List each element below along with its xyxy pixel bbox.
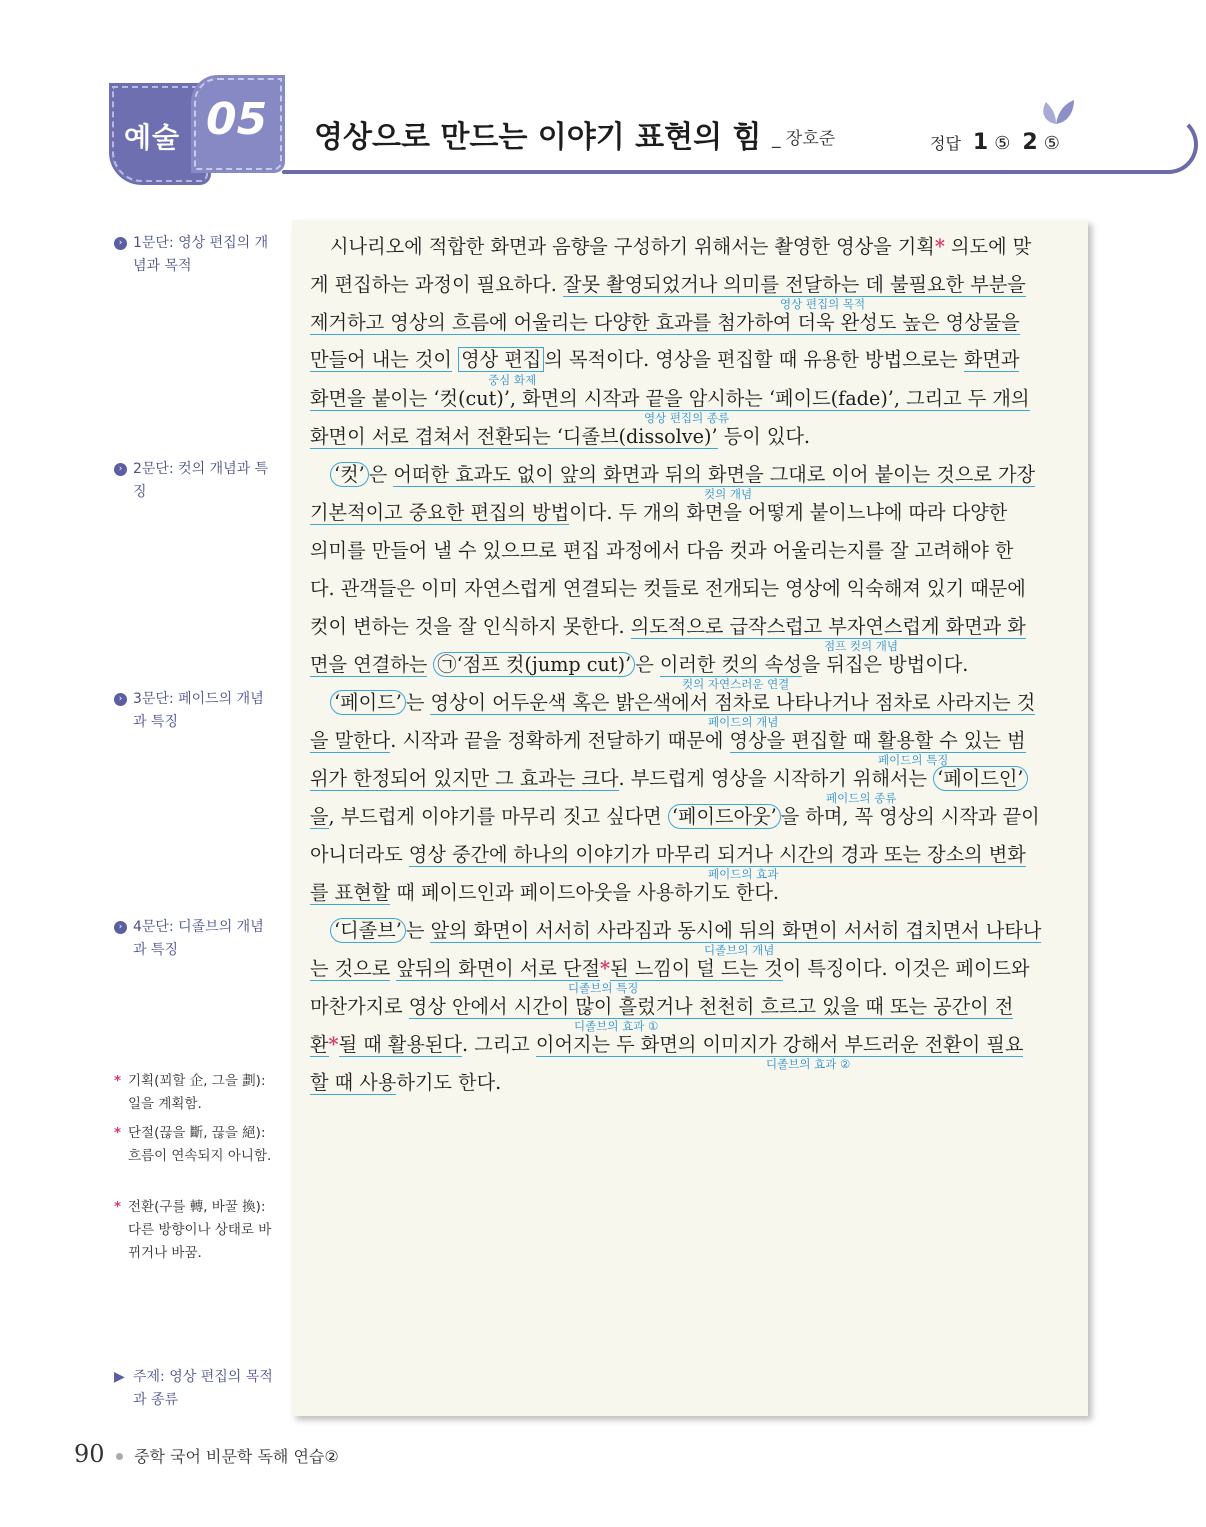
annotation-label: 디졸브의 개념 — [704, 943, 775, 957]
passage-line: 의미를 만들어 낼 수 있으므로 편집 과정에서 다음 컷과 어울리는지를 잘 고려해야 한 — [310, 539, 1014, 562]
circled-term: ‘디졸브’ — [330, 918, 406, 943]
passage-line: 는 것으로 앞뒤의 화면이 서로 단절*된 느낌이 덜 드는 것이 특징이다. 이것은 페이드와 — [310, 957, 1030, 980]
annotation-label: 디졸브의 특징 — [568, 981, 639, 995]
annotation-label: 컷의 개념 — [704, 487, 753, 501]
header-underline — [282, 170, 1002, 174]
theme-summary: ▶ 주제: 영상 편집의 목적과 종류 — [114, 1366, 274, 1412]
leaf-icon — [1036, 96, 1076, 126]
answer-key — [930, 130, 1060, 155]
author: _ 장호준 — [772, 129, 836, 149]
paragraph-summary-1: › 1문단: 영상 편집의 개념과 목적 — [114, 232, 274, 278]
footer-bullet — [116, 1453, 123, 1460]
paragraph-summary-3: › 3문단: 페이드의 개념과 특징 — [114, 688, 274, 734]
answer1-value: ⑤ — [994, 133, 1011, 154]
glossary-item-3: * 전환(구를 轉, 바꿀 換): 다른 방향이나 상태로 바뀌거나 바꿈. — [114, 1196, 274, 1265]
circled-term: ㉠‘점프 컷(jump cut)’ — [433, 652, 635, 677]
annotation-label: 디졸브의 효과 ① — [574, 1019, 659, 1033]
paragraph-summary-4: › 4문단: 디졸브의 개념과 특징 — [114, 916, 274, 962]
passage-line: ‘디졸브’ 는 앞의 화면이 서서히 사라짐과 동시에 뒤의 화면이 서서히 겹치면서 나타나 — [330, 916, 1070, 953]
passage-line: ‘페이드’ 는 영상이 어두운색 혹은 밝은색에서 점차로 나타나거나 점차로 사라지는 것 — [330, 688, 1070, 725]
circled-term: ‘페이드아웃’ — [668, 804, 781, 829]
passage-line: 면을 연결하는 ㉠‘점프 컷(jump cut)’ 은 이러한 컷의 속성을 뒤집은 방법이다. — [310, 653, 969, 676]
annotation-label: 컷의 자연스러운 연결 — [682, 677, 790, 691]
paragraph-summary-2: › 2문단: 컷의 개념과 특징 — [114, 458, 274, 504]
answer2-value: ⑤ — [1043, 133, 1060, 154]
annotation-label: 영상 편집의 종류 — [644, 411, 730, 425]
unit-header — [112, 78, 1092, 188]
answer2-number: 2 — [1022, 130, 1038, 155]
passage-line: 위가 한정되어 있지만 그 효과는 크다. 부드럽게 영상을 시작하기 위해서는 ‘페이드인’ — [310, 764, 1070, 801]
glossary-mark: * — [934, 235, 945, 258]
triangle-icon: ▶ — [114, 1369, 125, 1385]
answer-label: 정답 — [930, 134, 961, 153]
asterisk-icon: * — [114, 1073, 122, 1089]
bullet-icon: › — [114, 921, 127, 934]
subject-label: 예술 — [124, 121, 181, 154]
passage-line: 화면이 서로 겹쳐서 전환되는 ‘디졸브(dissolve)’ 등이 있다. — [310, 425, 811, 448]
passage-line: 제거하고 영상의 흐름에 어울리는 다양한 효과를 첨가하여 더욱 완성도 높은 영상물을 — [310, 311, 1020, 334]
glossary-mark: * — [600, 957, 611, 980]
passage-line: 을 말한다. 시작과 끝을 정확하게 전달하기 때문에 영상을 편집할 때 활용할 수 있는 범 — [310, 729, 1026, 752]
passage-line: 환*될 때 활용된다. 그리고 이어지는 두 화면의 이미지가 강해서 부드러운 전환이 필요 — [310, 1033, 1024, 1056]
circled-term: ‘페이드’ — [330, 690, 406, 715]
asterisk-icon: * — [114, 1125, 122, 1141]
passage-line: 시나리오에 적합한 화면과 음향을 구성하기 위해서는 촬영한 영상을 기획* 의도에 맞 — [330, 235, 1032, 258]
glossary-item-1: * 기획(꾀할 企, 그을 劃): 일을 계획함. — [114, 1070, 274, 1116]
glossary-mark: * — [328, 1033, 339, 1056]
passage-line: 게 편집하는 과정이 필요하다. 잘못 촬영되었거나 의미를 전달하는 데 불필요한 부분을 — [310, 273, 1026, 296]
unit-number: 05 — [206, 94, 268, 145]
book-title: 중학 국어 비문학 독해 연습② — [134, 1447, 339, 1466]
annotation-label: 페이드의 특징 — [878, 753, 949, 767]
circled-term: ‘페이드인’ — [933, 766, 1027, 791]
passage-line: 만들어 내는 것이 영상 편집 의 목적이다. 영상을 편집할 때 유용한 방법으로는 화면과 — [310, 348, 1020, 371]
bullet-icon: › — [114, 237, 127, 250]
annotation-label: 페이드의 종류 — [826, 791, 897, 805]
annotation-label: 점프 컷의 개념 — [824, 639, 898, 653]
key-topic-box: 영상 편집 — [458, 347, 544, 372]
annotation-label: 페이드의 효과 — [708, 867, 779, 881]
circled-term: ‘컷’ — [330, 462, 369, 487]
annotation-label: 디졸브의 효과 ② — [766, 1057, 851, 1071]
passage-line: 마찬가지로 영상 안에서 시간이 많이 흘렀거나 천천히 흐르고 있을 때 또는 공간이 전 — [310, 995, 1014, 1018]
page-number: 90 — [74, 1440, 105, 1468]
page-title: 영상으로 만드는 이야기 표현의 힘 — [314, 120, 762, 155]
passage-line: 할 때 사용하기도 한다. — [310, 1071, 502, 1094]
passage-line: 기본적이고 중요한 편집의 방법이다. 두 개의 화면을 어떻게 붙이느냐에 따라 다양한 — [310, 501, 1008, 524]
passage-line: 를 표현할 때 페이드인과 페이드아웃을 사용하기도 한다. — [310, 881, 780, 904]
bullet-icon: › — [114, 693, 127, 706]
passage-line: 을, 부드럽게 이야기를 마무리 짓고 싶다면 ‘페이드아웃’ 을 하며, 꼭 영상의 시작과 끝이 — [310, 805, 1040, 828]
annotation-label: 페이드의 개념 — [708, 715, 779, 729]
annotation-label: 중심 화제 — [488, 373, 537, 387]
passage-line: 다. 관객들은 이미 자연스럽게 연결되는 컷들로 전개되는 영상에 익숙해져 있기 때문에 — [310, 577, 1026, 600]
annotation-label: 영상 편집의 목적 — [780, 297, 866, 311]
glossary-item-2: * 단절(끊을 斷, 끊을 絕): 흐름이 연속되지 아니함. — [114, 1122, 274, 1168]
answer1-number: 1 — [972, 130, 989, 155]
bullet-icon: › — [114, 463, 127, 476]
passage-line: 아니더라도 영상 중간에 하나의 이야기가 마무리 되거나 시간의 경과 또는 장소의 변화 — [310, 843, 1026, 866]
passage-line: ‘컷’ 은 어떠한 효과도 없이 앞의 화면과 뒤의 화면을 그대로 이어 붙이는 것으로 가장 — [330, 460, 1070, 497]
passage-line: 화면을 붙이는 ‘컷(cut)’, 화면의 시작과 끝을 암시하는 ‘페이드(fade)’, 그리고 두 개의 — [310, 387, 1030, 410]
passage-line: 컷이 변하는 것을 잘 인식하지 못한다. 의도적으로 급작스럽고 부자연스럽게 화면과 화 — [310, 615, 1026, 638]
unit-number-badge — [194, 78, 282, 170]
reading-passage — [292, 220, 1088, 1416]
asterisk-icon: * — [114, 1199, 122, 1215]
